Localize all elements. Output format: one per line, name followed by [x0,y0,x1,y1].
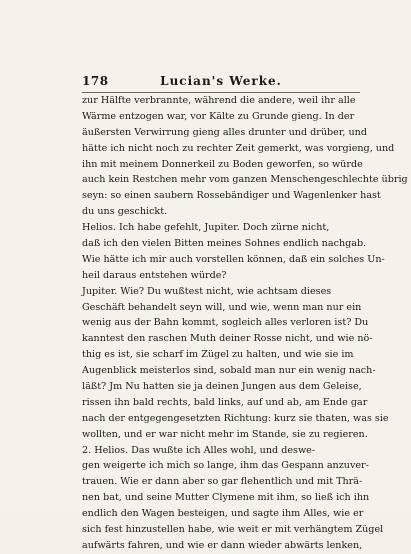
text-line: gen weigerte ich mich so lange, ihm das Gespann anzuver- [82,460,369,472]
text-line: läßt? Jm Nu hatten sie ja deinen Jungen aus dem Geleise, [82,381,362,393]
text-line: rissen ihn bald rechts, bald links, auf und ab, am Ende gar [82,396,368,408]
text-line: Wärme entzogen war, vor Kälte zu Grunde gieng. In der [82,110,355,122]
text-line: seyn: so einen saubern Rossebändiger und Wagenlenker hast [82,190,381,202]
text-line: trauen. Wie er dann aber so gar flehentlich und mit Thrä- [82,476,363,488]
text-line: Helios. Ich habe gefehlt, Jupiter. Doch zürne nicht, [82,222,330,234]
text-line: wenig aus der Bahn kommt, sogleich alles verloren ist? Du [82,317,369,329]
text-line: Wie hätte ich mir auch vorstellen können, daß ein solches Un- [82,253,385,265]
text-line: Geschäft behandelt seyn will, und wie, wenn man nur ein [82,301,362,313]
text-line: daß ich den vielen Bitten meines Sohnes endlich nachgab. [82,238,367,250]
text-line: thig es ist, sie scharf im Zügel zu halten, und wie sie im [82,349,354,361]
text-line: hätte ich nicht noch zu rechter Zeit gemerkt, was vorgieng, und [82,142,395,154]
page-header [82,74,360,90]
text-line: äußersten Verwirrung gieng alles drunter und drüber, und [82,126,367,138]
text-line: 2. Helios. Das wußte ich Alles wohl, und deswe- [82,444,316,456]
body-text [82,93,408,554]
text-line: endlich den Wagen besteigen, und sagte ihm Alles, wie er [82,508,364,520]
text-line: aufwärts fahren, und wie er dann wieder abwärts lenken, [82,539,363,551]
text-line: zur Hälfte verbrannte, während die andere, weil ihr alle [82,95,356,106]
text-line: auch kein Restchen mehr vom ganzen Menschengeschlechte übrig [82,174,408,186]
text-line: heil daraus entstehen würde? [82,269,227,281]
page-number: 178 [82,74,109,88]
text-line: du uns geschickt. [82,206,168,218]
text-line: nach der entgegengesetzten Richtung: kurz sie thaten, was sie [82,412,389,424]
text-line: nen bat, und seine Mutter Clymene mit ihm, so ließ ich ihn [82,492,370,504]
text-line: wollten, und er war nicht mehr im Stande, sie zu regieren. [82,428,368,440]
running-head: Lucian's Werke. [160,74,282,88]
text-line: Jupiter. Wie? Du wußtest nicht, wie achtsam dieses [82,285,332,297]
text-line: sich fest hinzustellen habe, wie weit er mit verhängtem Zügel [82,524,384,536]
text-line: Augenblick meisterlos sind, sobald man nur ein wenig nach- [82,365,376,377]
text-line: kanntest den raschen Muth deiner Rosse nicht, und wie nö- [82,333,373,345]
text-line: ihn mit meinem Donnerkeil zu Boden geworfen, so würde [82,158,363,170]
